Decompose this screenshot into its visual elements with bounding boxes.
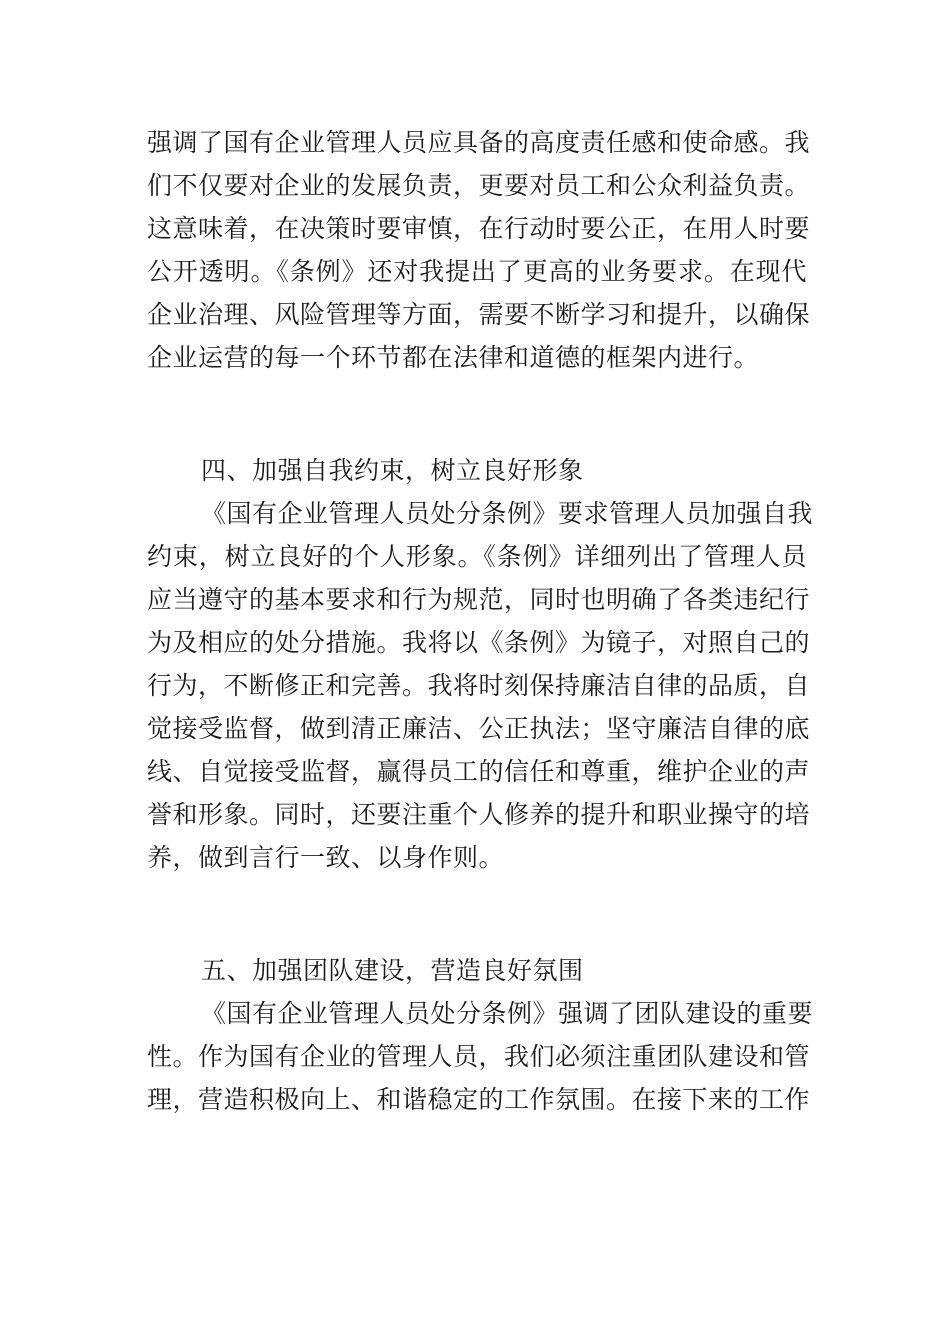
text-line: 这意味着，在决策时要审慎，在行动时要公正，在用人时要: [147, 214, 811, 243]
section-heading-5: 五、加强团队建设，营造良好氛围: [201, 956, 584, 985]
text-line: 性。作为国有企业的管理人员，我们必须注重团队建设和管: [147, 1042, 811, 1071]
text-line: 企业运营的每一个环节都在法律和道德的框架内进行。: [147, 343, 760, 372]
text-line: 应当遵守的基本要求和行为规范，同时也明确了各类违纪行: [147, 585, 811, 614]
text-line: 线、自觉接受监督，赢得员工的信任和尊重，维护企业的声: [147, 757, 811, 786]
text-line: 养，做到言行一致、以身作则。: [147, 843, 505, 872]
section-spacer: [147, 379, 807, 449]
text-line: 《国有企业管理人员处分条例》要求管理人员加强自我: [201, 499, 814, 528]
text-line: 们不仅要对企业的发展负责，更要对员工和公众利益负责。: [147, 171, 811, 200]
text-line: 《国有企业管理人员处分条例》强调了团队建设的重要: [201, 999, 814, 1028]
text-line: 觉接受监督，做到清正廉洁、公正执法；坚守廉洁自律的底: [147, 714, 811, 743]
text-line: 理，营造积极向上、和谐稳定的工作氛围。在接下来的工作: [147, 1085, 811, 1114]
text-line: 强调了国有企业管理人员应具备的高度责任感和使命感。我: [147, 128, 811, 157]
paragraph-section-3-tail: [147, 121, 811, 379]
text-line: 誉和形象。同时，还要注重个人修养的提升和职业操守的培: [147, 800, 811, 829]
text-line: 行为，不断修正和完善。我将时刻保持廉洁自律的品质，自: [147, 671, 811, 700]
text-line: 为及相应的处分措施。我将以《条例》为镜子，对照自己的: [147, 628, 811, 657]
paragraph-section-4: [147, 492, 814, 879]
section-heading-4: 四、加强自我约束，树立良好形象: [201, 456, 584, 485]
text-line: 企业治理、风险管理等方面，需要不断学习和提升，以确保: [147, 300, 811, 329]
paragraph-section-5: [147, 992, 814, 1121]
document-body: [147, 121, 814, 1121]
text-line: 公开透明。《条例》还对我提出了更高的业务要求。在现代: [147, 257, 807, 286]
section-spacer: [147, 879, 807, 949]
text-line: 约束，树立良好的个人形象。《条例》详细列出了管理人员: [147, 542, 807, 571]
